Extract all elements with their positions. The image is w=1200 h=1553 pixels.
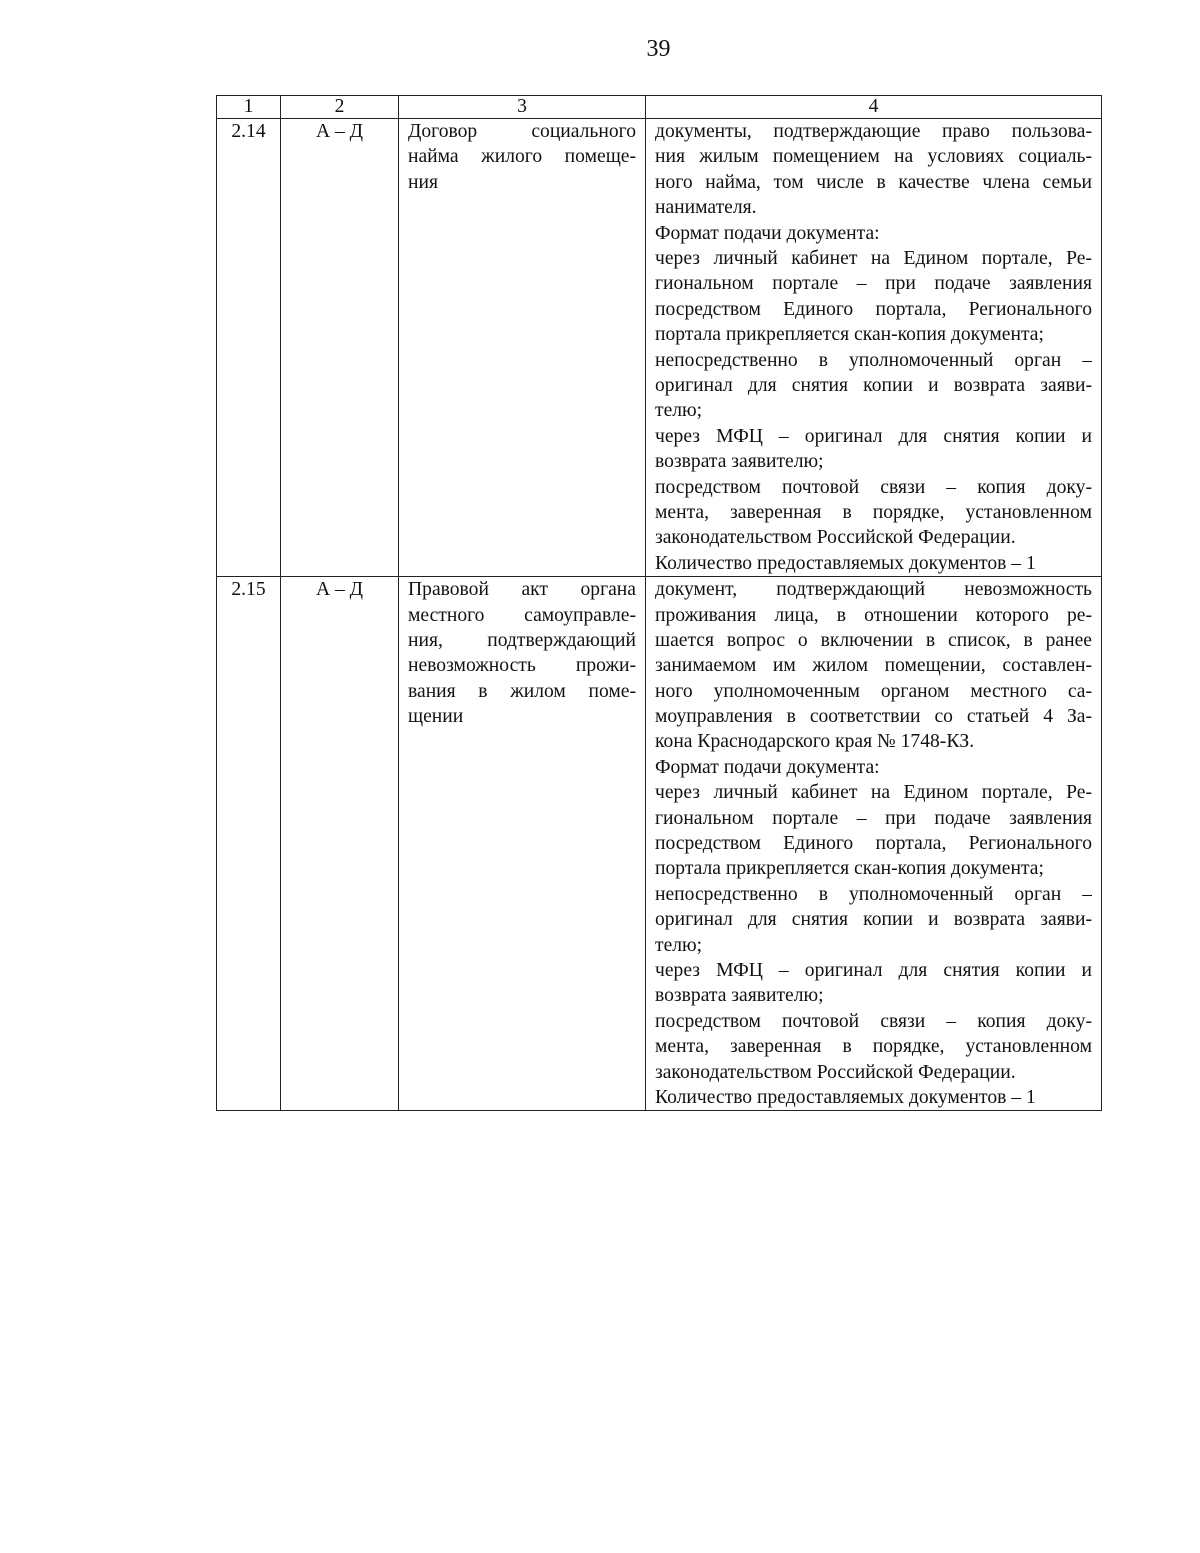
page-number: 39 xyxy=(646,36,671,62)
text-line: мента, заверенная в порядке, установленном xyxy=(655,1036,1092,1058)
text-line: местного самоуправле- xyxy=(408,604,636,626)
text-line: Договор социального xyxy=(408,121,636,142)
text-line: Количество предоставляемых документов – 1 xyxy=(655,552,1036,574)
text-line: портала прикрепляется скан-копия документа; xyxy=(655,324,1044,346)
text-line: ния, подтверждающий xyxy=(408,629,636,651)
text-line: мента, заверенная в порядке, установленном xyxy=(655,501,1092,523)
text-line: Формат подачи документа: xyxy=(655,756,880,778)
text-line: гиональном портале – при подаче заявления xyxy=(655,273,1092,295)
column-header-2: 2 xyxy=(281,96,399,119)
text-line: Количество предоставляемых документов – 1 xyxy=(655,1087,1036,1109)
document-name xyxy=(399,577,646,1111)
text-line: посредством Единого портала, Регионального xyxy=(655,298,1092,320)
text-line: портала прикрепляется скан-копия документа; xyxy=(655,858,1044,880)
text-line: гиональном портале – при подаче заявления xyxy=(655,807,1092,829)
column-header-4: 4 xyxy=(646,96,1102,119)
table-row xyxy=(217,119,1102,577)
text-line: нанимателя. xyxy=(655,197,757,219)
table-header-row xyxy=(217,96,1102,119)
text-line: вания в жилом поме- xyxy=(408,680,636,702)
text-line: Формат подачи документа: xyxy=(655,222,880,244)
documents-table xyxy=(216,95,1102,1111)
text-line: оригинал для снятия копии и возврата заяви- xyxy=(655,374,1092,396)
column-header-3: 3 xyxy=(399,96,646,119)
text-line: телю; xyxy=(655,934,703,956)
text-line: документы, подтверждающие право пользова- xyxy=(655,121,1092,142)
text-line: возврата заявителю; xyxy=(655,985,824,1007)
row-number: 2.14 xyxy=(217,119,281,577)
text-line: проживания лица, в отношении которого ре- xyxy=(655,604,1092,626)
text-line: оригинал для снятия копии и возврата заяви- xyxy=(655,909,1092,931)
text-line: ного уполномоченным органом местного са- xyxy=(655,680,1092,702)
document-name xyxy=(399,119,646,577)
row-number: 2.15 xyxy=(217,577,281,1111)
applicant-category: А – Д xyxy=(281,119,399,577)
text-line: непосредственно в уполномоченный орган – xyxy=(655,349,1092,371)
table-body xyxy=(217,119,1102,1111)
text-line: невозможность прожи- xyxy=(408,655,636,677)
text-line: через МФЦ – оригинал для снятия копии и xyxy=(655,960,1092,982)
text-line: возврата заявителю; xyxy=(655,451,824,473)
document-description xyxy=(646,577,1102,1111)
document-description xyxy=(646,119,1102,577)
text-line: через личный кабинет на Едином портале, Ре- xyxy=(655,247,1092,269)
text-line: документ, подтверждающий невозможность xyxy=(655,579,1092,601)
text-line: ния жилым помещением на условиях социаль- xyxy=(655,146,1092,168)
text-line: законодательством Российской Федерации. xyxy=(655,527,1016,549)
text-line: законодательством Российской Федерации. xyxy=(655,1061,1016,1083)
text-line: занимаемом им жилом помещении, составлен- xyxy=(655,655,1092,677)
text-line: телю; xyxy=(655,400,703,422)
text-line: ного найма, том числе в качестве члена семьи xyxy=(655,171,1092,193)
applicant-category: А – Д xyxy=(281,577,399,1111)
text-line: моуправления в соответствии со статьей 4 За- xyxy=(655,706,1092,728)
text-line: кона Краснодарского края № 1748-КЗ. xyxy=(655,731,975,753)
text-line: найма жилого помеще- xyxy=(408,146,636,168)
text-line: посредством Единого портала, Регионального xyxy=(655,833,1092,855)
table-row xyxy=(217,577,1102,1111)
text-line: через МФЦ – оригинал для снятия копии и xyxy=(655,425,1092,447)
column-header-1: 1 xyxy=(217,96,281,119)
text-line: посредством почтовой связи – копия доку- xyxy=(655,476,1092,498)
text-line: посредством почтовой связи – копия доку- xyxy=(655,1010,1092,1032)
text-line: ния xyxy=(408,171,438,193)
text-line: шается вопрос о включении в список, в ранее xyxy=(655,629,1092,651)
text-line: через личный кабинет на Едином портале, Ре- xyxy=(655,782,1092,804)
text-line: щении xyxy=(408,706,464,728)
text-line: непосредственно в уполномоченный орган – xyxy=(655,883,1092,905)
text-line: Правовой акт органа xyxy=(408,579,636,601)
